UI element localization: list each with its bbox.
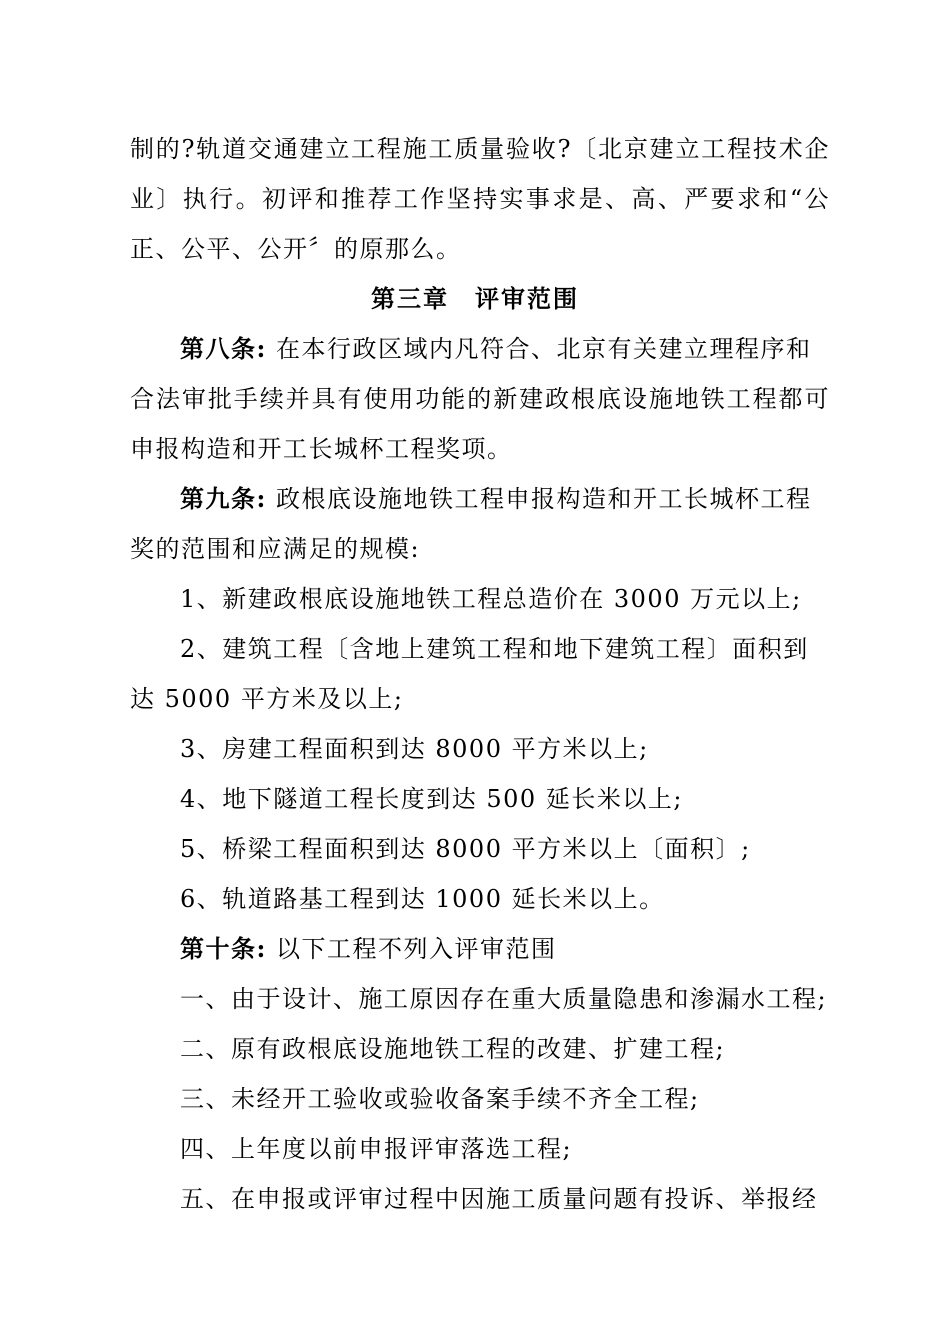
intro-line-2: 业〕执行。初评和推荐工作坚持实事求是、高、严要求和“公 bbox=[130, 185, 830, 213]
article-10-item-5: 五、在申报或评审过程中因施工质量问题有投诉、举报经 bbox=[180, 1185, 818, 1213]
article-10-label: 第十条: bbox=[180, 934, 267, 963]
article-9-text-2: 奖的范围和应满足的规模: bbox=[130, 535, 421, 563]
article-9-item-3: 3、房建工程面积到达 8000 平方米以上; bbox=[180, 735, 649, 763]
article-9-first-line bbox=[180, 484, 830, 514]
article-10-text: 以下工程不列入评审范围 bbox=[276, 935, 557, 963]
article-9-item-2-cont: 达 5000 平方米及以上; bbox=[130, 685, 404, 713]
article-10-item-1: 一、由于设计、施工原因存在重大质量隐患和渗漏水工程; bbox=[180, 985, 828, 1013]
article-9-item-4: 4、地下隧道工程长度到达 500 延长米以上; bbox=[180, 785, 683, 813]
article-8-label: 第八条: bbox=[180, 334, 267, 363]
intro-line-3: 正、公平、公开〞的原那么。 bbox=[130, 235, 462, 263]
article-8-text-2: 合法审批手续并具有使用功能的新建政根底设施地铁工程都可 bbox=[130, 385, 830, 413]
article-9-label: 第九条: bbox=[180, 484, 267, 513]
article-8-text-3: 申报构造和开工长城杯工程奖项。 bbox=[130, 435, 513, 463]
article-10-item-2: 二、原有政根底设施地铁工程的改建、扩建工程; bbox=[180, 1035, 726, 1063]
article-10-item-4: 四、上年度以前申报评审落选工程; bbox=[180, 1135, 573, 1163]
article-9-text-1: 政根底设施地铁工程申报构造和开工长城杯工程 bbox=[276, 485, 812, 513]
intro-line-1: 制的?轨道交通建立工程施工质量验收?〔北京建立工程技术企 bbox=[130, 135, 830, 163]
article-8-text-1: 在本行政区域内凡符合、北京有关建立理程序和 bbox=[276, 335, 812, 363]
article-9-item-6: 6、轨道路基工程到达 1000 延长米以上。 bbox=[180, 885, 665, 913]
article-9-item-5: 5、桥梁工程面积到达 8000 平方米以上〔面积〕; bbox=[180, 835, 751, 863]
article-8-first-line bbox=[180, 334, 830, 364]
article-9-item-2: 2、建筑工程〔含地上建筑工程和地下建筑工程〕面积到 bbox=[180, 635, 809, 663]
article-10-item-3: 三、未经开工验收或验收备案手续不齐全工程; bbox=[180, 1085, 700, 1113]
chapter-heading: 第三章 评审范围 bbox=[371, 284, 579, 313]
article-9-item-1: 1、新建政根底设施地铁工程总造价在 3000 万元以上; bbox=[180, 585, 802, 613]
article-10-first-line bbox=[180, 934, 830, 964]
